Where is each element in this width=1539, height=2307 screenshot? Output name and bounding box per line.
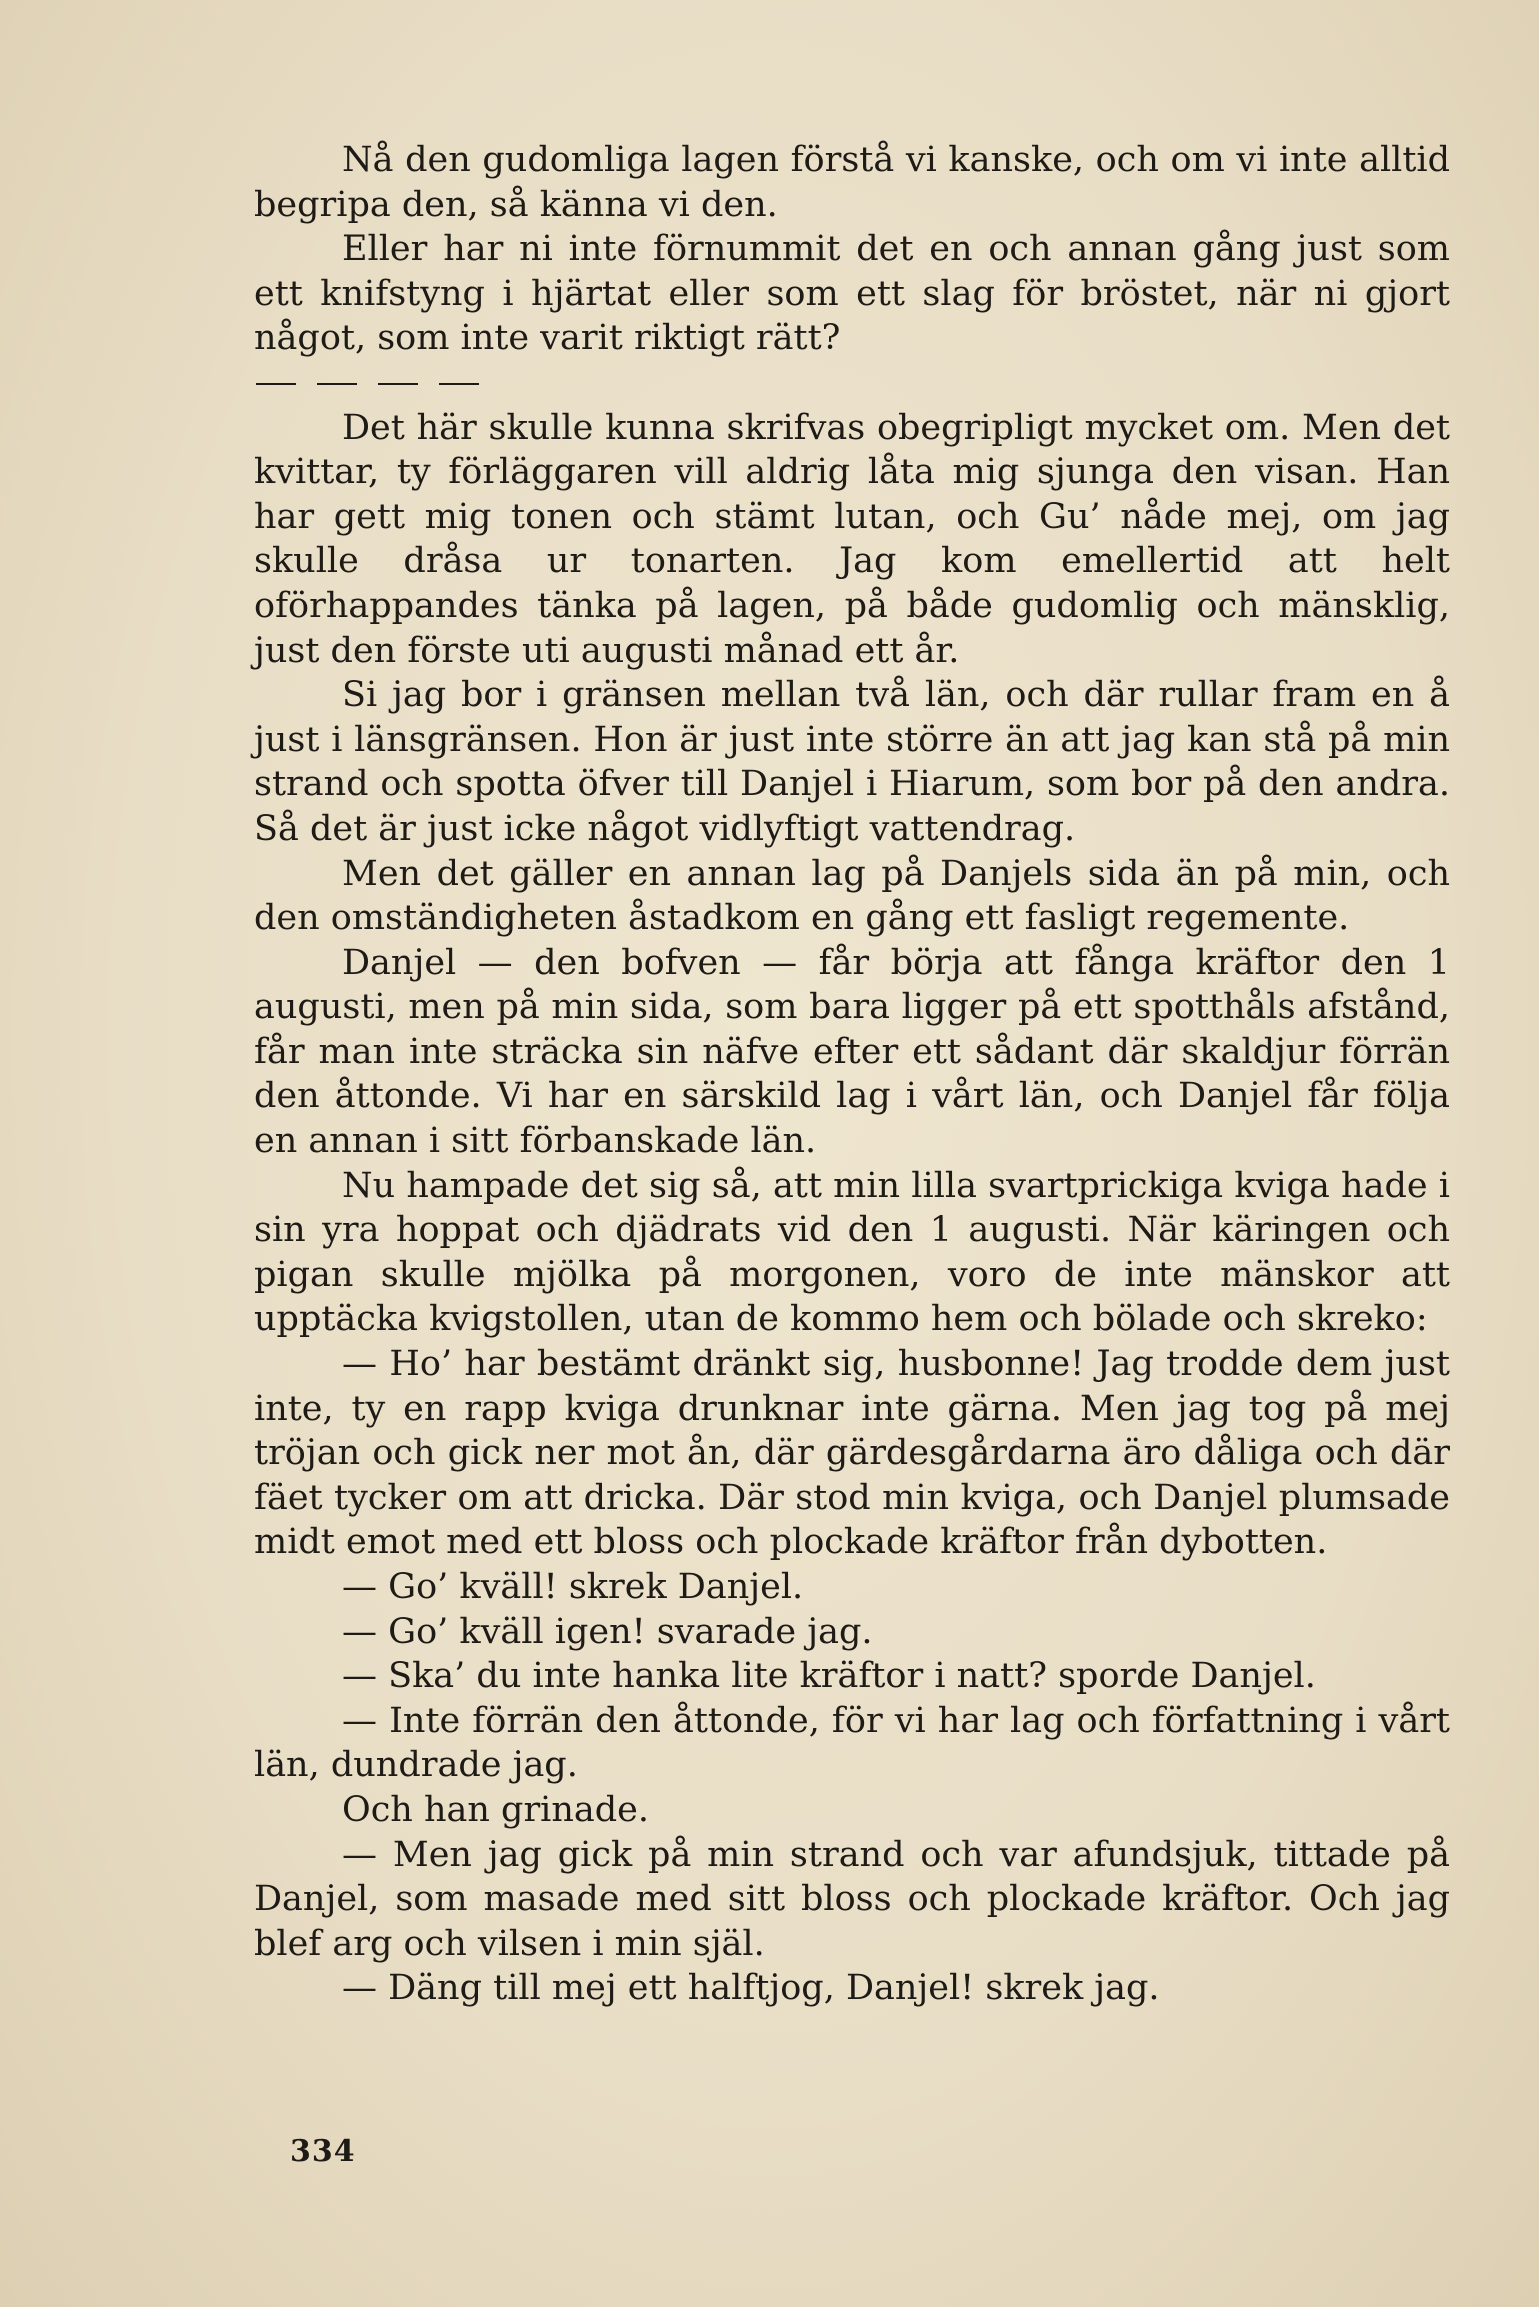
paragraph: Och han grinade. (342, 1789, 650, 1830)
paragraph: — Ho’ har bestämt dränkt sig, husbonne! Jag trodde dem just inte, ty en rapp kviga drunknar inte gärna. Men jag tog på mej tröjan och gick ner mot ån, där gärdesgårdarna äro dåliga och där fäet tycker om att dricka. Där stod min kviga, och Danjel plumsade midt emot med ett bloss och plockade kräftor från dybotten. (254, 1344, 1450, 1563)
body-text (254, 138, 1450, 2011)
paragraph: Nå den gudomliga lagen förstå vi kanske, och om vi inte alltid begripa den, så känna vi den. (254, 140, 1450, 225)
paragraph: Det här skulle kunna skrifvas obegripligt mycket om. Men det kvittar, ty förläggaren vill aldrig låta mig sjunga den visan. Han har gett mig tonen och stämt lutan, och Gu’ nåde mej, om jag skulle dråsa ur tonarten. Jag kom emellertid att helt oförhappandes tänka på lagen, på både gudomlig och mänsklig, just den förste uti augusti månad ett år. (254, 407, 1450, 671)
paragraph: — Go’ kväll igen! svarade jag. (342, 1611, 873, 1652)
paragraph: Eller har ni inte förnummit det en och annan gång just som ett knifstyng i hjärtat eller som ett slag för bröstet, när ni gjort något, som inte varit riktigt rätt? (254, 229, 1450, 359)
paragraph: — Inte förrän den åttonde, för vi har lag och författning i vårt län, dundrade jag. (254, 1700, 1450, 1786)
paragraph: Si jag bor i gränsen mellan två län, och där rullar fram en å just i länsgränsen. Hon är just inte större än att jag kan stå på min strand och spotta öfver till Danjel i Hiarum, som bor på den andra. Så det är just icke något vidlyftigt vattendrag. (254, 675, 1450, 849)
paragraph: — Men jag gick på min strand och var afundsjuk, tittade på Danjel, som masade med sitt bloss och plockade kräftor. Och jag blef arg och vilsen i min själ. (254, 1834, 1450, 1964)
paragraph: Men det gäller en annan lag på Danjels sida än på min, och den omständigheten åstadkom en gång ett fasligt regemente. (254, 853, 1450, 939)
paragraph: — Ska’ du inte hanka lite kräftor i natt? sporde Danjel. (342, 1656, 1316, 1697)
paragraph: Danjel — den bofven — får börja att fånga kräftor den 1 augusti, men på min sida, som bara ligger på ett spotthåls afstånd, får man inte sträcka sin näfve efter ett sådant där skaldjur förrän den åttonde. Vi har en särskild lag i vårt län, och Danjel får följa en annan i sitt förbanskade län. (254, 942, 1450, 1162)
paragraph: Nu hampade det sig så, att min lilla svartprickiga kviga hade i sin yra hoppat och djädrats vid den 1 augusti. När käringen och pigan skulle mjölka på morgonen, voro de inte mänskor att upptäcka kvigstollen, utan de kommo hem och bölade och skreko: (254, 1165, 1450, 1340)
section-divider (254, 361, 1450, 406)
page-number: 334 (290, 2134, 356, 2169)
paragraph: — Go’ kväll! skrek Danjel. (342, 1567, 804, 1607)
paragraph: — Däng till mej ett halftjog, Danjel! skrek jag. (342, 1968, 1160, 2009)
